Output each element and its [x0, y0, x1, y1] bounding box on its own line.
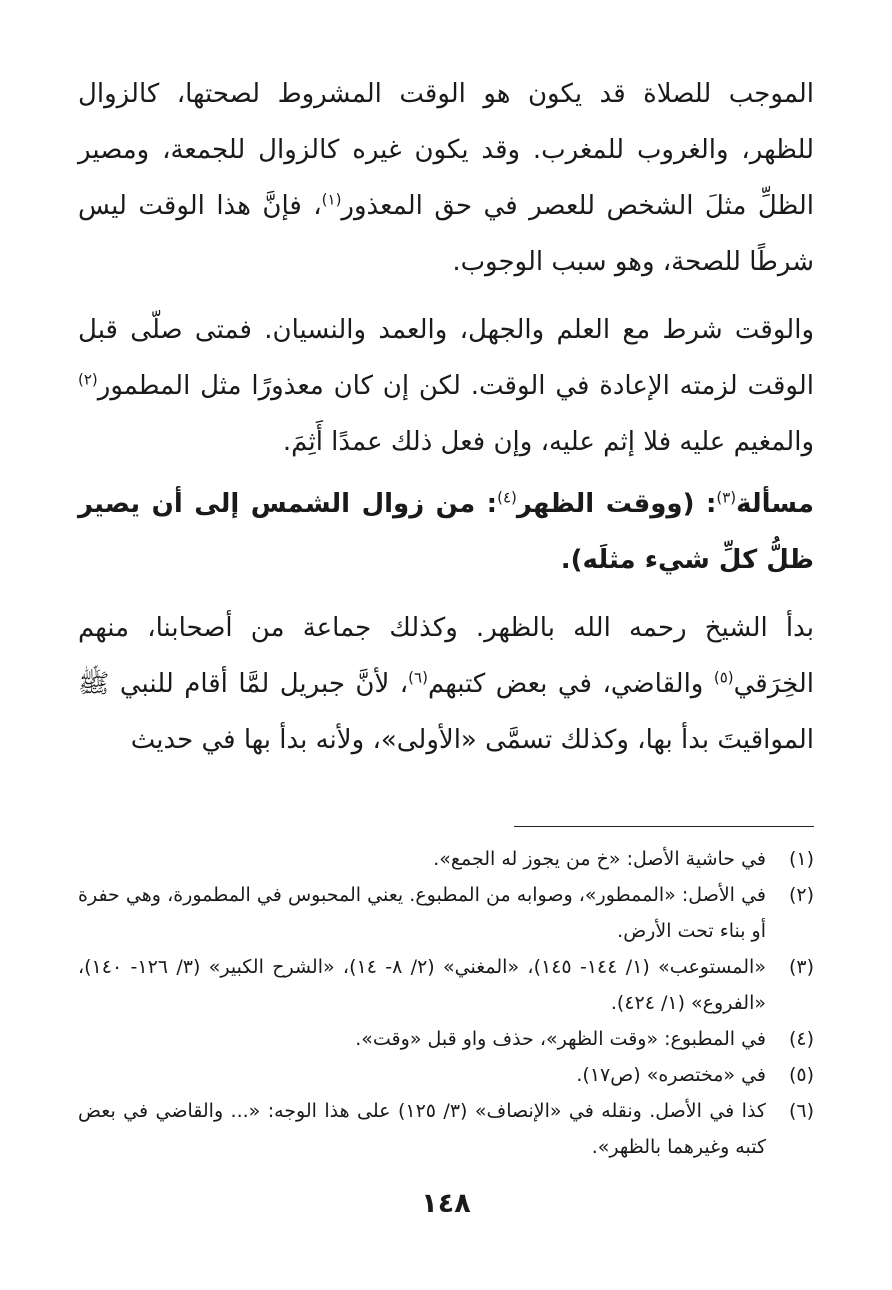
- footnote-number: (٢): [788, 884, 814, 906]
- paragraph-1-text: الموجب للصلاة قد يكون هو الوقت المشروط لصحتها، كالزوال للظهر، والغروب للمغرب. وقد يكون غيره كالزوال للجمعة، ومصير الظلِّ مثلَ الشخص للعصر في حق المعذور: [78, 79, 814, 221]
- paragraph-3-mid: والقاضي، في بعض كتبهم: [427, 669, 714, 699]
- page-number: ١٤٨: [421, 1188, 471, 1219]
- footnote-text: «المستوعب» (١/ ١٤٤- ١٤٥)، «المغني» (٢/ ٨- ١٤)، «الشرح الكبير» (٣/ ١٢٦- ١٤٠)، «الفروع» (١/ ٤٢٤).: [78, 956, 766, 1014]
- footnote-ref-5[interactable]: (٥): [713, 668, 734, 687]
- footnote-item: [78, 1021, 814, 1057]
- paragraph-2: [78, 302, 814, 470]
- footnote-item: [78, 877, 814, 949]
- paragraph-3: [78, 600, 814, 768]
- footnote-text: في «مختصره» (ص١٧).: [576, 1064, 766, 1086]
- main-text: [78, 66, 814, 768]
- issue-heading: [78, 476, 814, 588]
- paragraph-2-end: والمغيم عليه فلا إثم عليه، وإن فعل ذلك عمدًا أَثِمَ.: [282, 427, 814, 457]
- footnote-item: [78, 1057, 814, 1093]
- footnote-number: (٦): [788, 1100, 814, 1122]
- issue-label: مسألة: [736, 489, 814, 519]
- footnotes: [78, 841, 814, 1165]
- footnote-ref-4[interactable]: (٤): [497, 488, 517, 507]
- issue-statement: : من زوال الشمس إلى أن يصير ظلُّ كلِّ شيء مثلَه).: [78, 489, 814, 575]
- footnote-number: (٥): [788, 1064, 814, 1086]
- footnote-ref-2[interactable]: (٢): [78, 370, 98, 389]
- footnote-ref-6[interactable]: (٦): [408, 668, 428, 687]
- footnote-text: في الأصل: «الممطور»، وصوابه من المطبوع. يعني المحبوس في المطمورة، وهي حفرة أو بناء تحت الأرض.: [78, 884, 766, 942]
- footnote-text: في المطبوع: «وقت الظهر»، حذف واو قبل «وقت».: [355, 1028, 766, 1050]
- footnote-item: [78, 949, 814, 1021]
- footnote-item: [78, 841, 814, 877]
- footnote-divider: [514, 826, 814, 827]
- footnote-ref-1[interactable]: (١): [321, 190, 342, 209]
- footnote-ref-3[interactable]: (٣): [716, 488, 737, 507]
- footnote-text: في حاشية الأصل: «خ من يجوز له الجمع».: [433, 848, 766, 870]
- footnote-number: (٤): [788, 1028, 814, 1050]
- footnote-text: كذا في الأصل. ونقله في «الإنصاف» (٣/ ١٢٥) على هذا الوجه: «... والقاضي في بعض كتبه وغيرهما بالظهر».: [78, 1100, 766, 1158]
- footnote-number: (١): [788, 848, 814, 870]
- paragraph-1-end: ، فإنَّ هذا الوقت ليس شرطًا للصحة، وهو سبب الوجوب.: [78, 191, 814, 277]
- paragraph-2-text: والوقت شرط مع العلم والجهل، والعمد والنسيان. فمتى صلّى قبل الوقت لزمته الإعادة في الوقت. لكن إن كان معذورًا مثل المطمور: [78, 315, 814, 401]
- footnote-item: [78, 1093, 814, 1165]
- paragraph-1: [78, 66, 814, 290]
- issue-colon: : (ووقت الظهر: [516, 489, 717, 519]
- footnote-number: (٣): [788, 956, 814, 978]
- paragraph-3-end: ، لأنَّ جبريل لمَّا أقام للنبي ﷺ المواقيتَ بدأ بها، وكذلك تسمَّى «الأولى»، ولأنه بدأ بها في حديث: [78, 669, 814, 755]
- paragraph-3-text: بدأ الشيخ رحمه الله بالظهر. وكذلك جماعة من أصحابنا، منهم الخِرَقي: [78, 613, 814, 699]
